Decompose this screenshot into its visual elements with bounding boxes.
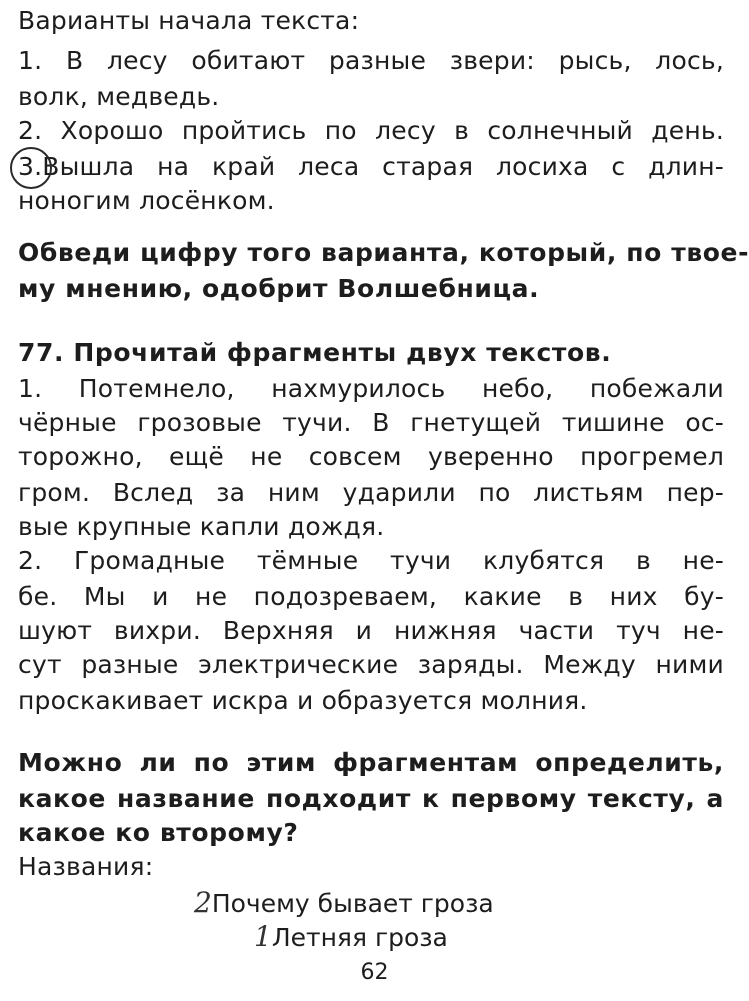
text-1-line-4: гром. Вслед за ним ударили по листьям пер- [18,478,724,507]
variants-heading: Варианты начала текста: [18,6,360,35]
handwritten-number-a: 2 [194,886,212,919]
text-2-line-2: бе. Мы и не подозреваем, какие в них бу- [18,582,724,611]
task-2-line-3: какое ко второму? [18,818,299,847]
task-2-line-1: Можно ли по этим фрагментам определить, [18,748,724,777]
option-3-line-1 [18,150,724,184]
option-2: 2. Хорошо пройтись по лесу в солнечный день. [18,116,724,145]
task-2-line-2: какое название подходит к первому тексту, а [18,784,724,813]
title-a-text: Почему бывает гроза [211,889,494,918]
text-2-line-3: шуют вихри. Верхняя и нижняя части туч не- [18,616,724,645]
text-2-line-4: сут разные электрические заряды. Между ними [18,650,724,679]
option-1-line-2: волк, медведь. [18,82,220,111]
task-1-line-2: му мнению, одобрит Волшебница. [18,274,540,303]
page-number: 62 [360,960,389,985]
title-b-text: Летняя гроза [271,923,448,952]
option-3-line-2: ноногим лосёнком. [18,186,275,215]
text-1-line-1: 1. Потемнело, нахмурилось небо, побежали [18,374,724,403]
option-3-number: 3. [18,152,43,181]
text-1-line-2: чёрные грозовые тучи. В гнетущей тишине ос- [18,408,724,437]
text-2-line-5: проскакивает искра и образуется молния. [18,686,588,715]
names-label: Названия: [18,852,154,881]
option-1-line-1: 1. В лесу обитают разные звери: рысь, лось, [18,46,724,75]
option-3-text: Вышла на край леса старая лосиха с длин- [42,152,724,181]
title-option-a [194,886,494,921]
text-1-line-5: вые крупные капли дождя. [18,512,385,541]
handwritten-number-b: 1 [254,920,272,953]
exercise-77-heading: 77. Прочитай фрагменты двух текстов. [18,338,612,367]
option-3-circled-number [18,150,42,184]
text-2-line-1: 2. Громадные тёмные тучи клубятся в не- [18,546,724,575]
task-1-line-1: Обведи цифру того варианта, который, по твое- [18,238,749,267]
title-option-b [254,920,448,955]
handdrawn-circle-icon [10,147,52,189]
text-1-line-3: торожно, ещё не совсем уверенно прогремел [18,442,724,471]
